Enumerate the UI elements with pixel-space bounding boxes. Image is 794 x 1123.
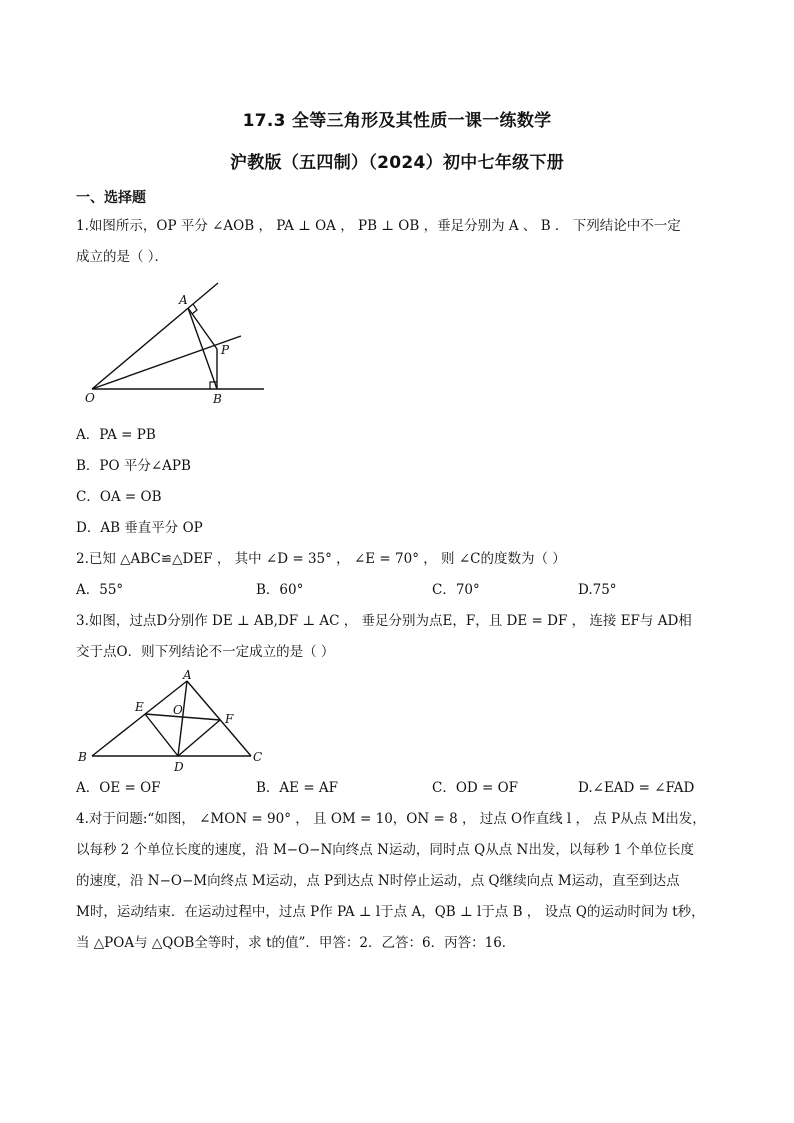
q3-option-c[interactable]: C．OD = OF — [432, 780, 519, 796]
right-angle-a — [192, 304, 197, 314]
label-p: P — [221, 343, 230, 357]
q2-text-line1: 2.已知 △ABC≌△DEF ， 其中 ∠D = 35° ， ∠E = 70° ， 则 ∠C的度数为（ ） — [76, 551, 566, 567]
q2-option-a[interactable]: A．55° — [76, 582, 124, 598]
label-o: O — [85, 391, 95, 405]
segment-de — [145, 714, 178, 756]
label-a: A — [179, 293, 188, 307]
page-title: 17.3 全等三角形及其性质一课一练数学 — [242, 111, 552, 131]
label-d: D — [174, 760, 184, 774]
segment-df — [178, 720, 220, 756]
q1-option-a[interactable]: A．PA = PB — [76, 427, 156, 443]
segment-ad — [178, 681, 187, 756]
label-e: E — [135, 700, 144, 714]
q4-text-line2: 以每秒 2 个单位长度的速度，沿 M−O−N向终点 N运动，同时点 Q从点 N出发，以每秒 1 个单位长度 — [76, 842, 695, 858]
label-b: B — [78, 750, 87, 764]
side-ab — [92, 681, 187, 756]
q1-option-c[interactable]: C．OA = OB — [76, 489, 162, 505]
q1-option-d[interactable]: D．AB 垂直平分 OP — [76, 520, 203, 536]
q3-text-line1: 3.如图，过点D分别作 DE ⊥ AB,DF ⊥ AC ， 垂足分别为点E，F，且 DE = DF ， 连接 EF与 AD相 — [76, 613, 692, 629]
q3-option-d[interactable]: D.∠EAD = ∠FAD — [578, 780, 695, 796]
q3-text-line2: 交于点O．则下列结论不一定成立的是（ ） — [76, 644, 335, 660]
label-f: F — [225, 712, 234, 726]
page-subtitle: 沪教版（五四制）（2024）初中七年级下册 — [229, 153, 565, 173]
q4-text-line5: 当 △POA与 △QOB全等时，求 t的值”．甲答：2．乙答：6．丙答：16． — [76, 935, 516, 951]
q1-text-line2: 成立的是（ ）． — [76, 249, 169, 265]
q3-figure — [76, 667, 276, 775]
q1-option-b[interactable]: B．PO 平分∠APB — [76, 458, 191, 474]
label-b: B — [213, 392, 222, 405]
ray-op — [92, 336, 241, 389]
q2-option-c[interactable]: C．70° — [432, 582, 480, 598]
label-c: C — [253, 750, 263, 764]
q3-option-b[interactable]: B．AE = AF — [256, 780, 339, 796]
q2-option-b[interactable]: B．60° — [256, 582, 304, 598]
q2-option-d[interactable]: D.75° — [578, 582, 617, 598]
q4-text-line1: 4.对于问题:“如图， ∠MON = 90° ， 且 OM = 10，ON = 8 ， 过点 O作直线 l ， 点 P从点 M出发， — [76, 811, 706, 827]
q4-text-line3: 的速度，沿 N−O−M向终点 M运动，点 P到达点 N时停止运动，点 Q继续向点 M运动，直至到达点 — [76, 873, 680, 889]
q1-figure — [76, 280, 276, 405]
q3-option-a[interactable]: A．OE = OF — [76, 780, 161, 796]
q1-text-line1: 1.如图所示，OP 平分 ∠AOB ， PA ⊥ OA ， PB ⊥ OB ，垂足分别为 A 、 B ． 下列结论中不一定 — [76, 218, 681, 234]
segment-ab — [188, 308, 217, 389]
ray-oa — [92, 283, 218, 389]
label-o: O — [173, 703, 183, 717]
label-a: A — [183, 668, 192, 682]
q4-text-line4: M时，运动结束．在运动过程中，过点 P作 PA ⊥ l于点 A，QB ⊥ l于点 B ， 设点 Q的运动时间为 t秒， — [76, 904, 705, 920]
section-heading: 一、选择题 — [76, 190, 146, 206]
